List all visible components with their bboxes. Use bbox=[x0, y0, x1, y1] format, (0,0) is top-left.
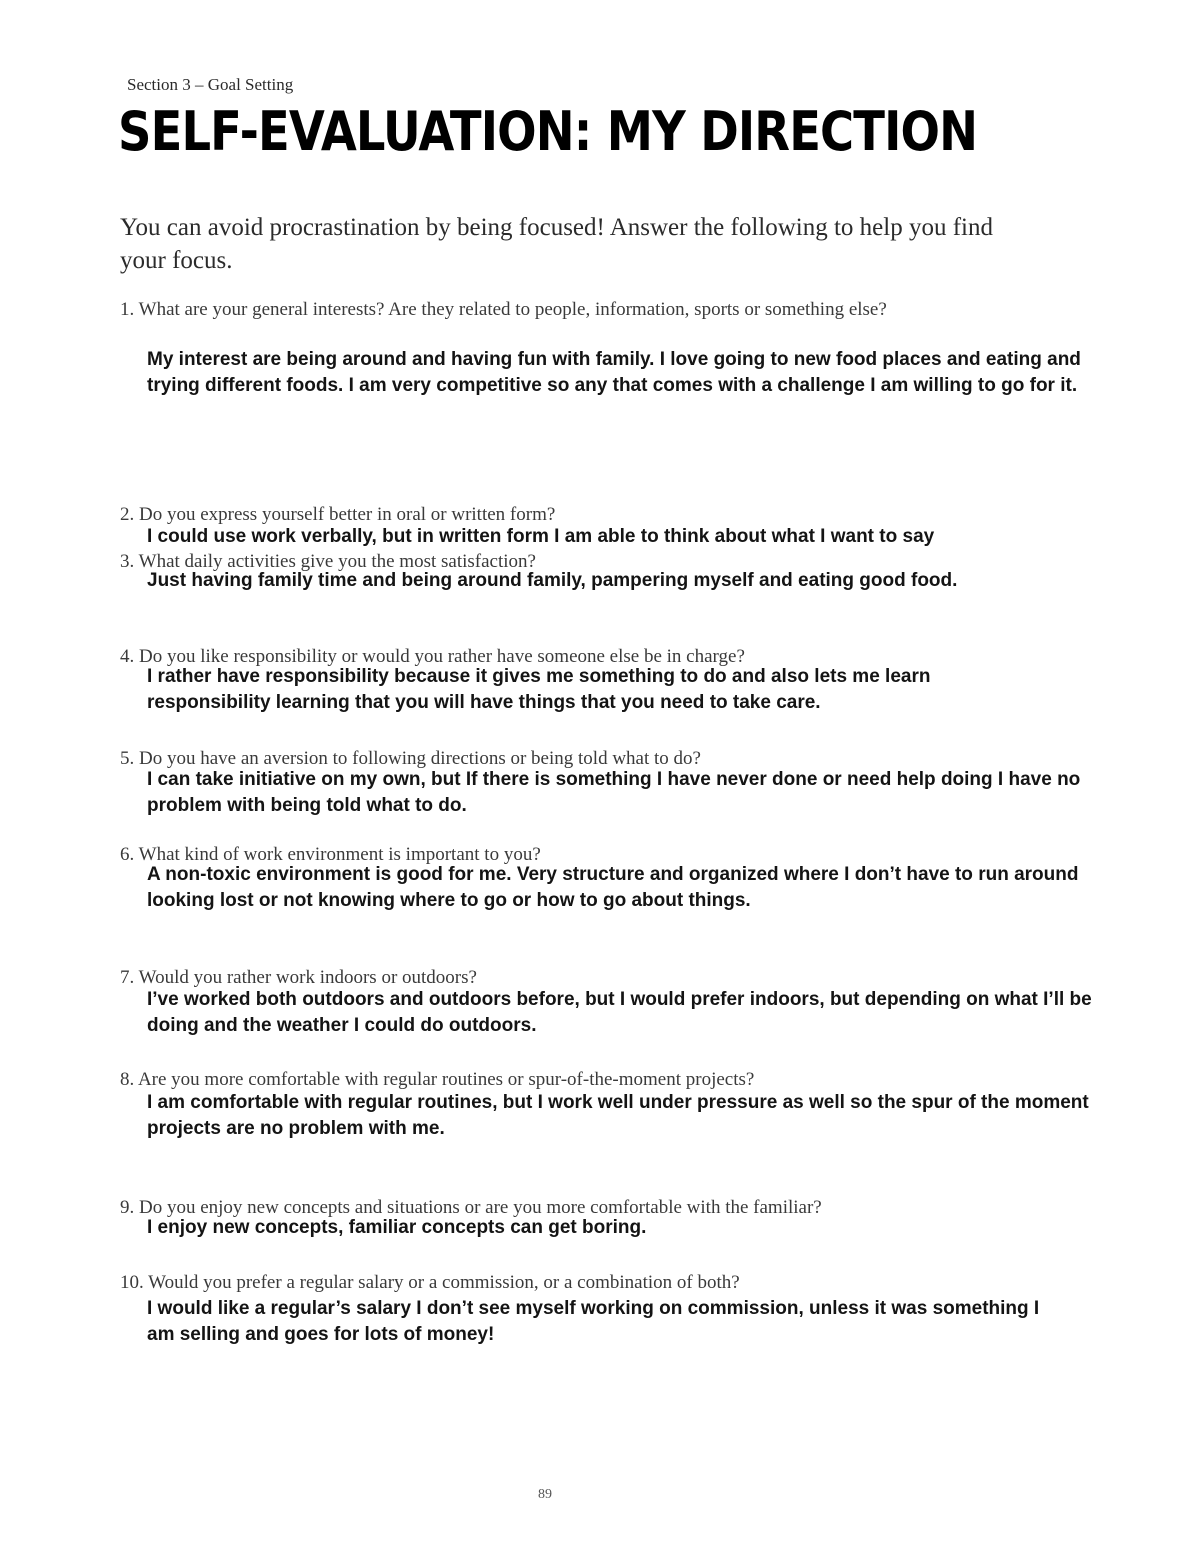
answer-1: My interest are being around and having fun with family. I love going to new food places and eating and trying different foods. I am very competitive so any that comes with a challenge I am willing to go for it. bbox=[147, 349, 1081, 396]
question-8: 8. Are you more comfortable with regular routines or spur-of-the-moment projects? bbox=[120, 1069, 755, 1090]
question-6: 6. What kind of work environment is important to you? bbox=[120, 844, 541, 865]
answer-3: Just having family time and being around family, pampering myself and eating good food. bbox=[147, 570, 958, 591]
answer-5: I can take initiative on my own, but If there is something I have never done or need help doing I have no problem with being told what to do. bbox=[147, 769, 1081, 816]
page-title: SELF-EVALUATION: MY DIRECTION bbox=[118, 100, 978, 163]
question-9: 9. Do you enjoy new concepts and situations or are you more comfortable with the familiar? bbox=[120, 1197, 822, 1218]
answer-2: I could use work verbally, but in written form I am able to think about what I want to say bbox=[147, 526, 935, 547]
question-7: 7. Would you rather work indoors or outdoors? bbox=[120, 967, 477, 988]
question-4: 4. Do you like responsibility or would you rather have someone else be in charge? bbox=[120, 646, 745, 667]
answer-7: I’ve worked both outdoors and outdoors before, but I would prefer indoors, but depending on what I’ll be doing and the weather I could do outdoors. bbox=[147, 989, 1092, 1036]
answer-9: I enjoy new concepts, familiar concepts can get boring. bbox=[147, 1217, 647, 1238]
intro-text: You can avoid procrastination by being focused! Answer the following to help you find your focus. bbox=[120, 214, 993, 274]
answer-8: I am comfortable with regular routines, but I work well under pressure as well so the spur of the moment projects are no problem with me. bbox=[147, 1092, 1089, 1139]
section-label: Section 3 – Goal Setting bbox=[127, 75, 294, 94]
question-3: 3. What daily activities give you the most satisfaction? bbox=[120, 551, 536, 572]
question-10: 10. Would you prefer a regular salary or a commission, or a combination of both? bbox=[120, 1272, 740, 1293]
page-number: 89 bbox=[538, 1487, 552, 1502]
answer-4: I rather have responsibility because it gives me something to do and also lets me learn responsibility learning that you will have things that you need to take care. bbox=[147, 666, 931, 713]
answer-6: A non-toxic environment is good for me. Very structure and organized where I don’t have to run around looking lost or not knowing where to go or how to go about things. bbox=[147, 864, 1079, 911]
question-2: 2. Do you express yourself better in oral or written form? bbox=[120, 504, 556, 525]
question-1: 1. What are your general interests? Are they related to people, information, sports or something else? bbox=[120, 299, 887, 320]
question-5: 5. Do you have an aversion to following directions or being told what to do? bbox=[120, 748, 701, 769]
answer-10: I would like a regular’s salary I don’t see myself working on commission, unless it was something I am selling and goes for lots of money! bbox=[147, 1298, 1040, 1345]
